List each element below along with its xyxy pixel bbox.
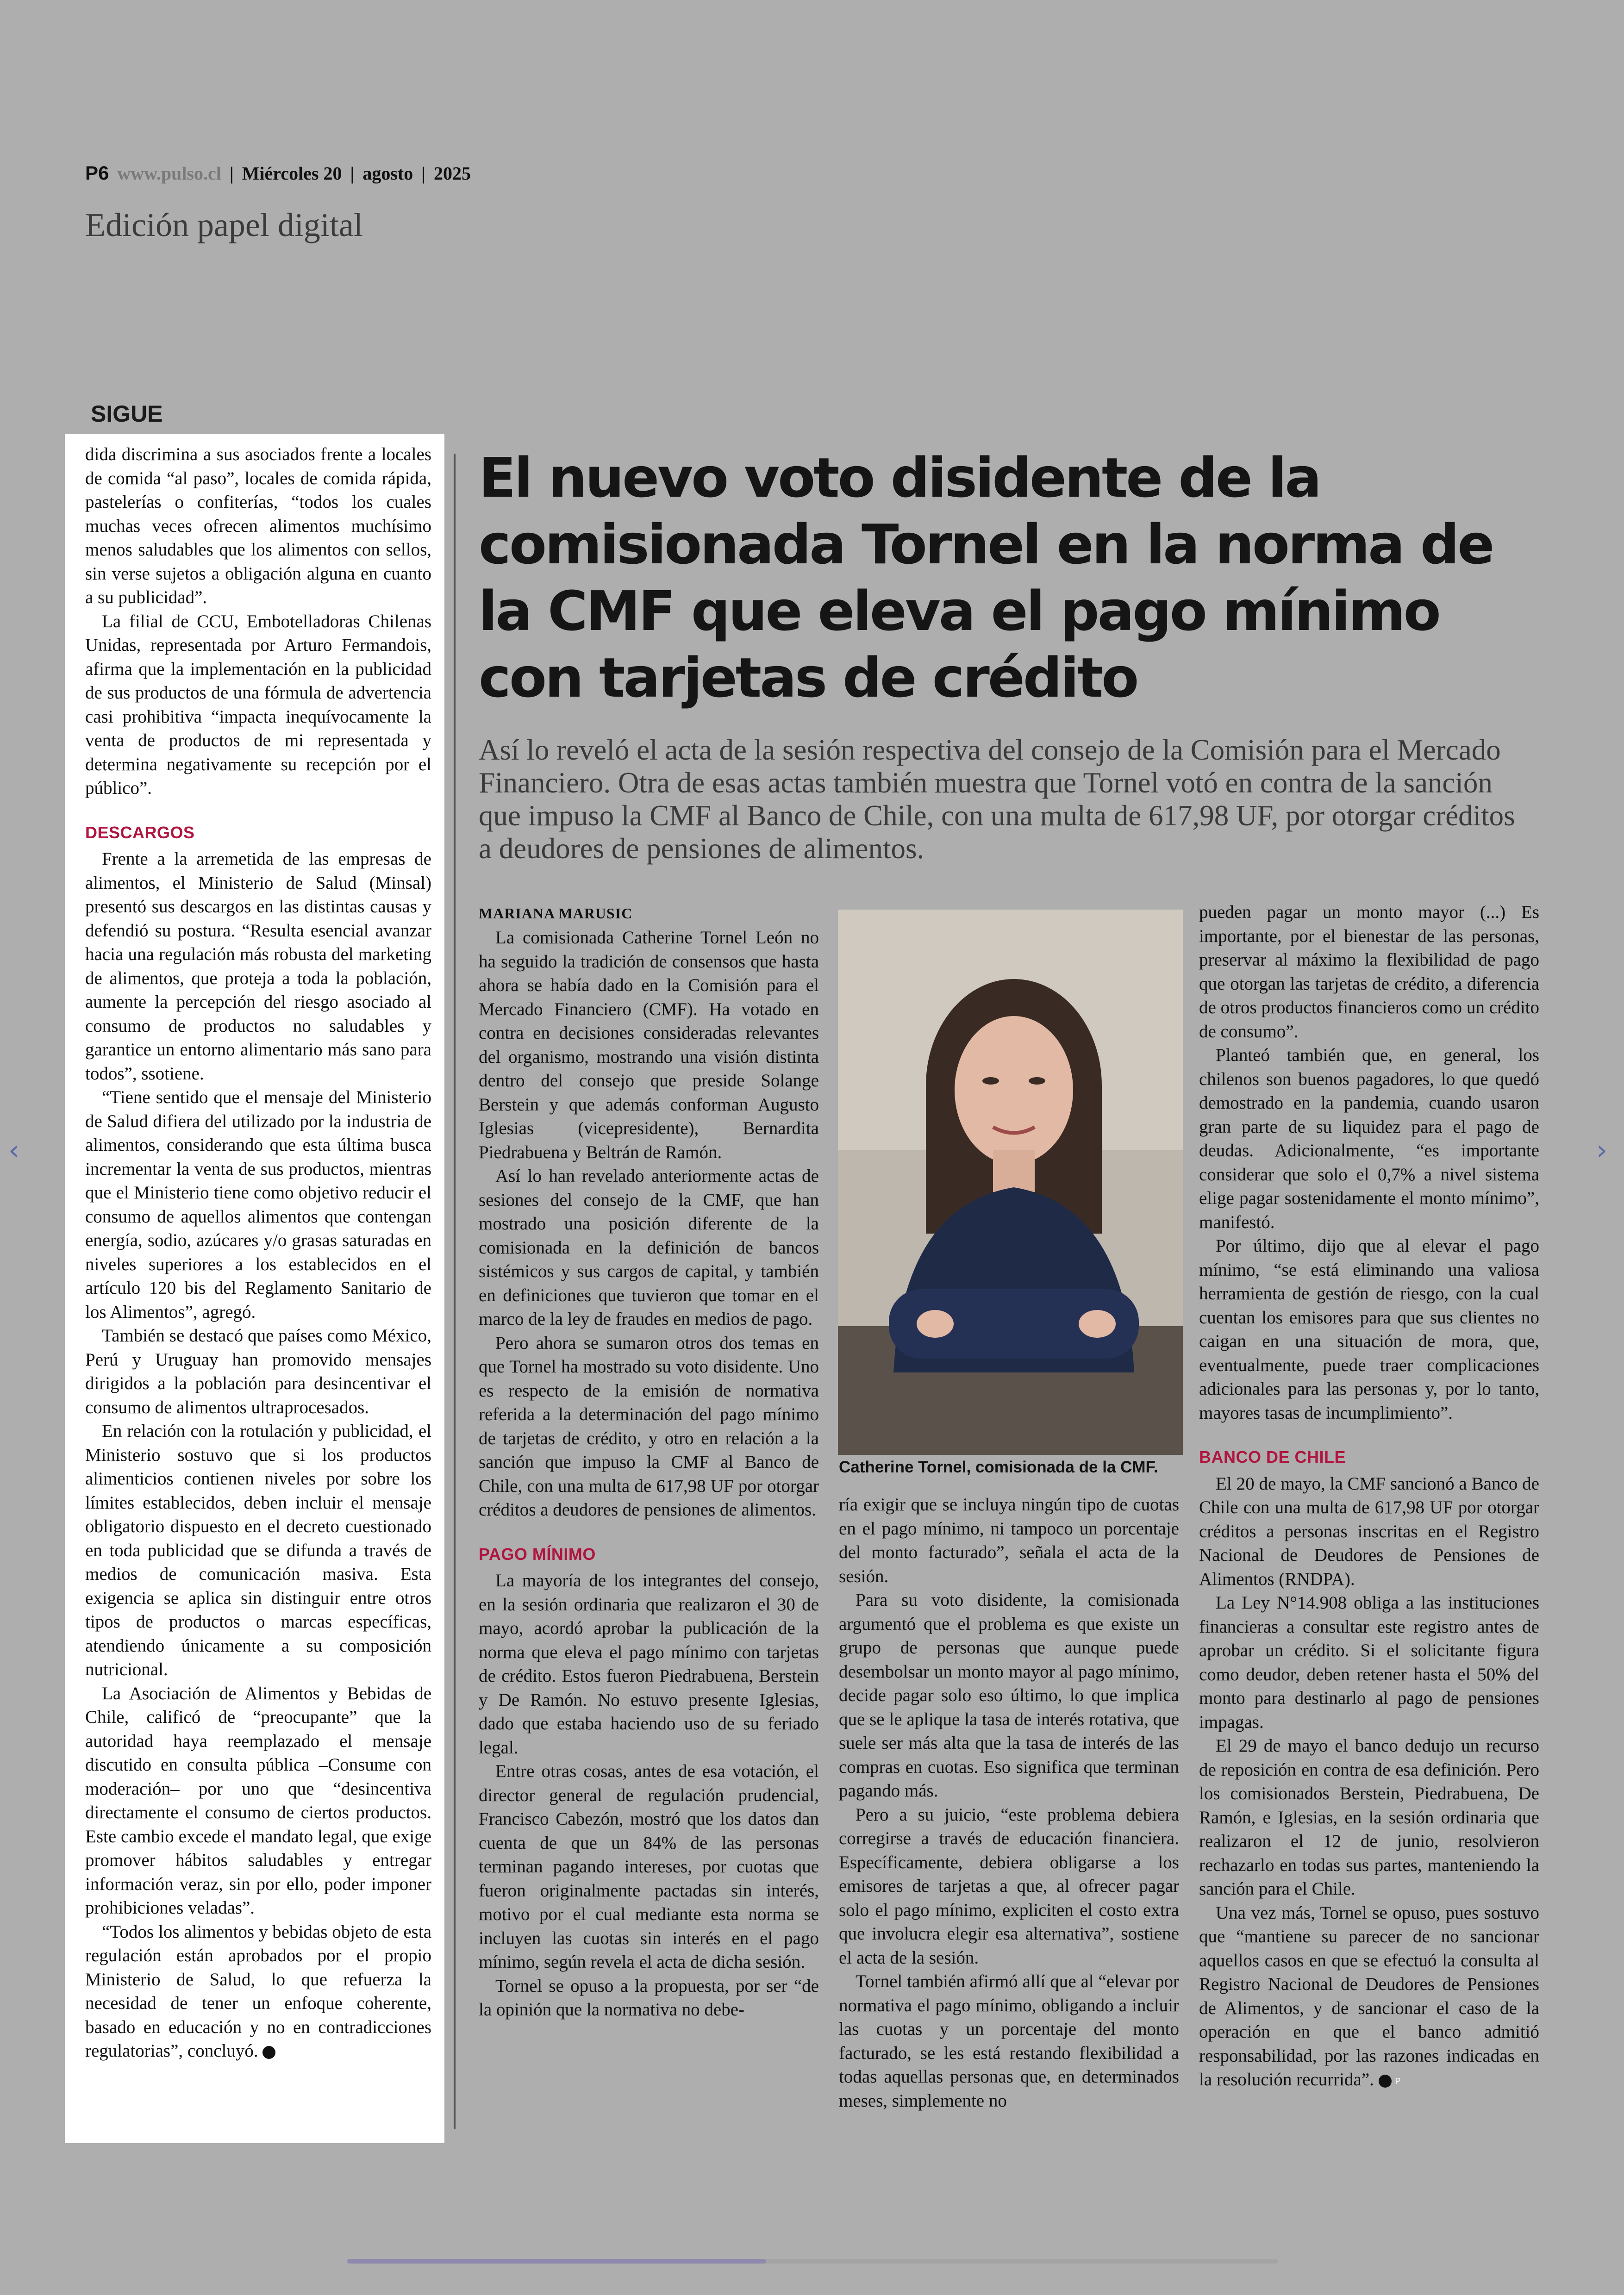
date-month: agosto xyxy=(362,163,413,184)
site-url[interactable]: www.pulso.cl xyxy=(117,163,221,184)
paragraph: Frente a la arremetida de las empresas de alimentos, el Ministerio de Salud (Minsal) presentó sus descargos en las distintas causas y defendió su postura. “Resulta esencial avanzar hacia una regulación más robusta del marketing de alimentos, que proteja a toda la población, aumente la percepción del riesgo asociado al consumo de productos no saludables y garantice un entorno alimentario más sano para todos”, ssotiene. xyxy=(85,849,431,1084)
article-column-1 xyxy=(479,926,819,2022)
paragraph: También se destacó que países como México, Perú y Uruguay han promovido mensajes dirigidos a la población para desincentivar el consumo de alimentos ultraprocesados. xyxy=(85,1326,431,1417)
page-scroll-thumb[interactable] xyxy=(347,2259,766,2264)
page-number: P6 xyxy=(85,162,109,184)
paragraph: La mayoría de los integrantes del consejo, en la sesión ordinaria que realizaron el 30 de mayo, acordó aprobar la publicación de la norma que eleva el pago mínimo con tarjetas de crédito. Estos fueron Piedrabuena, Berstein y De Ramón. No estuvo presente Iglesias, dado que estaba haciendo uso de su feriado legal. xyxy=(479,1571,819,1758)
paragraph: La Asociación de Alimentos y Bebidas de Chile, calificó de “preocupante” que la autoridad haya reemplazado el mensaje discutido en consulta pública –Consume con moderación– por uno que “desincentiva directamente el consumo de ciertos productos. Este cambio excede el mandato legal, que exige promover hábitos saludables y entregar información veraz, sin por ello, poder imponer prohibiciones veladas”. xyxy=(85,1683,431,1918)
article-dek: Así lo reveló el acta de la sesión respectiva del consejo de la Comisión para el Mercado Financiero. Otra de esas actas también muestra que Tornel votó en contra de la sanción que impuso la CMF al Banco de Chile, con una multa de 617,98 UF, por otorgar créditos a deudores de pensiones de alimentos. xyxy=(479,734,1515,865)
paragraph: dida discrimina a sus asociados frente a locales de comida “al paso”, locales de comida rápida, pastelerías o confiterías, “todos los cuales muchas veces ofrecen alimentos muchísimo menos saludables que los alimentos con sellos, sin verse sujetos a obligación alguna en cuanto a su publicidad”. xyxy=(85,444,431,607)
paragraph: pueden pagar un monto mayor (...) Es importante, por el bienestar de las personas, preservar al máximo la flexibilidad de pago que otorgan las tarjetas de crédito, a diferencia de otros productos financieros como un crédito de consumo”. xyxy=(1199,902,1539,1041)
chevron-right-icon[interactable]: › xyxy=(1596,1134,1607,1166)
paragraph: La Ley N°14.908 obliga a las instituciones financieras a consultar este registro antes de aprobar un crédito. Si el solicitante figura como deudor, deben retener hasta el 50% del monto para destinarlo al pago de pensiones impagas. xyxy=(1199,1593,1539,1732)
paragraph: La comisionada Catherine Tornel León no ha seguido la tradición de consensos que hasta ahora se había dado en la Comisión para el Mercado Financiero (CMF). Ha votado en contra en decisiones consideradas relevantes del organismo, mostrando una visión distinta dentro del consejo que preside Solange Berstein y que además conforman Augusto Iglesias (vicepresidente), Bernardita Piedrabuena y Beltrán de Ramón. xyxy=(479,928,819,1162)
byline: MARIANA MARUSIC xyxy=(479,905,633,922)
paragraph: Por último, dijo que al elevar el pago mínimo, “se está eliminando una valiosa herramienta de gestión de riesgo, con la cual cuentan los emisores para que sus clientes no caigan en una situación de mora, que, eventualmente, puede traer complicaciones adicionales para las personas y, por lo tanto, mayores tasas de incumplimiento”. xyxy=(1199,1236,1539,1423)
edition-label: Edición papel digital xyxy=(85,206,363,243)
section-label: SIGUE xyxy=(91,401,163,427)
article-headline: El nuevo voto disidente de la comisionada Tornel en la norma de la CMF que eleva el pago mínimo con tarjetas de crédito xyxy=(479,446,1493,710)
end-mark-icon: P xyxy=(1379,2075,1392,2088)
chevron-left-icon[interactable]: ‹ xyxy=(8,1134,19,1166)
paragraph xyxy=(85,1920,431,2063)
paragraph: “Tiene sentido que el mensaje del Ministerio de Salud difiera del utilizado por la industria de alimentos, considerando que esta última busca incrementar la venta de sus productos, mientras que el Ministerio tiene como objetivo reducir el consumo de aquellos alimentos que contengan energía, sodio, azúcares y/o grasas saturadas en niveles superiores a los establecidos en el artículo 120 bis del Reglamento Sanitario de los Alimentos”, agregó. xyxy=(85,1087,431,1322)
paragraph: Para su voto disidente, la comisionada argumentó que el problema es que existe un grupo de personas que aunque puede desembolsar un monto mayor al pago mínimo, decide pagar solo eso último, lo que implica que se le aplique la tasa de interés rotativa, que suele ser más alta que la tasa de interés de las compras en cuotas. Eso significa que terminan pagando más. xyxy=(839,1590,1179,1801)
article-column-3 xyxy=(1199,900,1539,2092)
end-mark-icon: P xyxy=(262,2046,275,2059)
paragraph xyxy=(1199,1901,1539,2092)
paragraph: Tornel se opuso a la propuesta, por ser “de la opinión que la normativa no debe- xyxy=(479,1976,819,2020)
date-year: 2025 xyxy=(434,163,471,184)
subheading-banco-de-chile: BANCO DE CHILE xyxy=(1199,1447,1346,1466)
paragraph: El 29 de mayo el banco dedujo un recurso de reposición en contra de esa definición. Pero los comisionados Berstein, Piedrabuena, De Ramón, e Iglesias, en la sesión ordinaria que realizaron el 12 de junio, resolvieron rechazarlo en todas sus partes, manteniendo la sanción para el Chile. xyxy=(1199,1736,1539,1899)
portrait-photo xyxy=(838,910,1183,1455)
paragraph-text: “Todos los alimentos y bebidas objeto de esta regulación están aprobados por el propio Ministerio de Salud, lo que refuerza la necesidad de tener un enfoque coherente, basado en educación y no en contradicciones regulatorias”, concluyó. xyxy=(85,1921,431,2061)
paragraph: ría exigir que se incluya ningún tipo de cuotas en el pago mínimo, ni tampoco un porcentaje del monto facturado”, señala el acta de la sesión. xyxy=(839,1495,1179,1586)
paragraph: La filial de CCU, Embotelladoras Chilenas Unidas, representada por Arturo Fermandois, afirma que la implementación en la publicidad de sus productos de una fórmula de advertencia casi prohibitiva “impacta inequívocamente la venta de productos de mi representada y determina negativamente su recepción por el público”. xyxy=(85,611,431,798)
paragraph: Pero a su juicio, “este problema debiera corregirse a través de educación financiera. Específicamente, debiera obligarse a los emisores de tarjetas a que, al ofrecer pagar solo el pago mínimo, expliciten el costo extra que involucra elegir esa alternativa”, sostiene el acta de la sesión. xyxy=(839,1804,1179,1968)
paragraph: Así lo han revelado anteriormente actas de sesiones del consejo de la CMF, que han mostrado una posición diferente de la comisionada en la definición de bancos sistémicos y sus cargos de capital, y también en definiciones que tuvieron que tomar en el marco de la ley de fraudes en medios de pago. xyxy=(479,1166,819,1329)
photo-caption: Catherine Tornel, comisionada de la CMF. xyxy=(839,1458,1158,1476)
column-divider xyxy=(454,454,456,2129)
continued-column-text xyxy=(85,443,431,2063)
portrait-illustration xyxy=(838,910,1183,1455)
paragraph-text: Una vez más, Tornel se opuso, pues sostuvo que “mantiene su parecer de no sancionar aquellos casos en que se efectuó la consulta al Registro Nacional de Deudores de Pensiones de Alimentos, y de sancionar el caso de la operación en que el banco admitió responsabilidad, por las razones indicadas en la resolución recurrida”. xyxy=(1199,1902,1539,2089)
paragraph: El 20 de mayo, la CMF sancionó a Banco de Chile con una multa de 617,98 UF por otorgar créditos a personas inscritas en el Registro Nacional de Deudores de Pensiones de Alimentos (RNDPA). xyxy=(1199,1473,1539,1589)
paragraph: Pero ahora se sumaron otros dos temas en que Tornel ha mostrado su voto disidente. Uno es respecto de la emisión de normativa referida a la determinación del pago mínimo de tarjetas de crédito, y otro en relación a la sanción que impuso la CMF al Banco de Chile, con una multa de 617,98 UF por otorgar créditos a deudores de pensiones de alimentos. xyxy=(479,1333,819,1520)
page-header: P6 www.pulso.cl | Miércoles 20 | agosto | 2025 xyxy=(85,162,471,184)
paragraph: En relación con la rotulación y publicidad, el Ministerio sostuvo que si los productos alimenticios contienen niveles por sobre los límites establecidos, deben incluir el mensaje obligatorio dispuesto en el decreto cuestionado en toda publicidad que se difunda a través de medios de comunicación masiva. Esta exigencia se aplica sin distinguir entre otros tipos de productos o marcas específicas, atendiendo únicamente a su composición nutricional. xyxy=(85,1421,431,1679)
subheading-descargos: DESCARGOS xyxy=(85,823,195,842)
paragraph: Entre otras cosas, antes de esa votación, el director general de regulación prudencial, Francisco Cabezón, mostró que los datos dan cuenta de que un 84% de las personas terminan pagando intereses, por cuotas que fueron originalmente pactadas sin interés, motivo por el cual mediante esta norma se incluyen las cuotas sin interés en el pago mínimo, según revela el acta de dicha sesión. xyxy=(479,1761,819,1972)
subheading-pago-minimo: PAGO MÍNIMO xyxy=(479,1544,596,1564)
paragraph: Tornel también afirmó allí que al “elevar por normativa el pago mínimo, obligando a incluir las cuotas y un porcentaje del monto facturado, se les está restando flexibilidad a todas aquellas personas que, en determinados meses, simplemente no xyxy=(839,1971,1179,2111)
paragraph: Planteó también que, en general, los chilenos son buenos pagadores, lo que quedó demostrado en la pandemia, cuando usaron gran parte de su liquidez para el pago de deudas. Adicionalmente, “es importante considerar que solo el 0,7% a nivel sistema elige pagar sostenidamente el monto mínimo”, manifestó. xyxy=(1199,1045,1539,1232)
date-day: Miércoles 20 xyxy=(242,163,342,184)
article-column-2 xyxy=(839,1493,1179,2113)
